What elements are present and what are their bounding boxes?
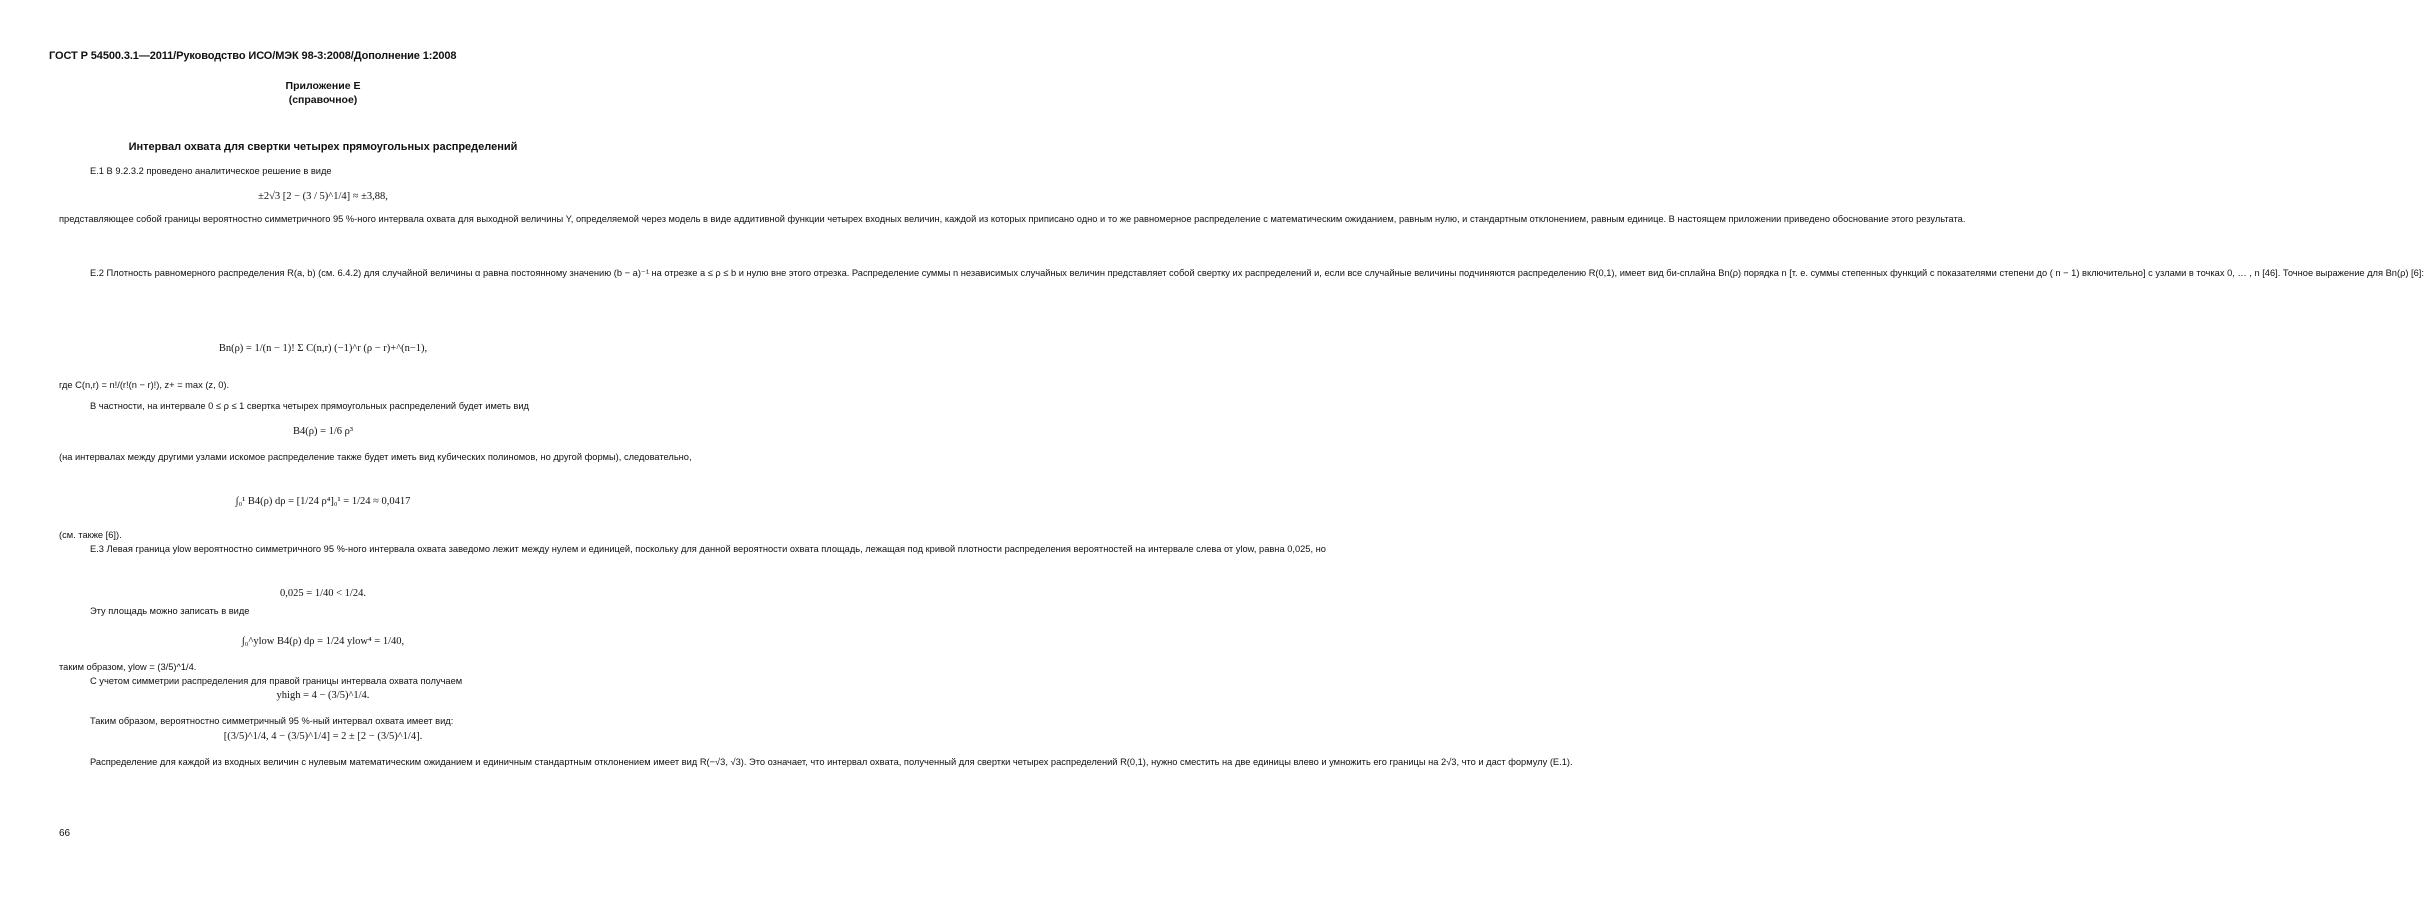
equation-b4: B4(ρ) = 1/6 ρ³ <box>292 426 354 437</box>
equation-yhigh: yhigh = 4 − (3/5)^1/4. <box>276 690 370 701</box>
paragraph-symmetry: С учетом симметрии распределения для правой границы интервала охвата получаем <box>90 676 463 686</box>
paragraph-area: Эту площадь можно записать в виде <box>90 606 250 616</box>
paragraph-e3: Е.3 Левая граница ylow вероятностно симметричного 95 %-ного интервала охвата заведомо лежит между нулем и единицей, поскольку для данной вероятности охвата площадь, лежащая под кривой плотности распределения вероятностей на интервале слева от ylow, равна 0,025, но <box>90 544 1326 554</box>
page-number: 66 <box>59 828 71 839</box>
paragraph-where: где C(n,r) = n!/(r!(n − r)!), z+ = max (z, 0). <box>59 380 230 390</box>
document-header: ГОСТ Р 54500.3.1—2011/Руководство ИСО/МЭК 98-3:2008/Дополнение 1:2008 <box>49 50 457 62</box>
equation-interval: [(3/5)^1/4, 4 − (3/5)^1/4] = 2 ± [2 − (3/5)^1/4]. <box>223 731 423 742</box>
equation-ylow-integral: ∫₀^ylow B4(ρ) dρ = 1/24 ylow⁴ = 1/40, <box>241 636 405 647</box>
appendix-title: Приложение Е <box>285 80 361 92</box>
section-title: Интервал охвата для свертки четырех прямоугольных распределений <box>128 141 518 153</box>
paragraph-see-also: (см. также [6]). <box>59 530 122 540</box>
paragraph-e1: Е.1 В 9.2.3.2 проведено аналитическое решение в виде <box>90 166 332 176</box>
equation-inequality: 0,025 = 1/40 < 1/24. <box>280 588 366 599</box>
equation-integral: ∫₀¹ B4(ρ) dρ = [1/24 ρ⁴]₀¹ = 1/24 ≈ 0,0417 <box>235 496 411 507</box>
paragraph-conclusion: Распределение для каждой из входных величин с нулевым математическим ожиданием и единичным стандартным отклонением имеет вид R(−√3, √3). Это означает, что интервал охвата, полученный для свертки четырех распределений R(0,1), нужно сместить на две единицы влево и умножить его границы на 2√3, что и даст формулу (Е.1). <box>90 757 1573 767</box>
equation-bspline: Bn(ρ) = 1/(n − 1)! Σ C(n,r) (−1)^r (ρ − r)+^(n−1), <box>218 343 428 354</box>
paragraph-e2: Е.2 Плотность равномерного распределения R(a, b) (см. 6.4.2) для случайной величины α равна постоянному значению (b − a)⁻¹ на отрезке a ≤ ρ ≤ b и нулю вне этого отрезка. Распределение суммы n независимых случайных величин представляет собой свертку их распределений и, если все случайные величины подчиняются распределению R(0,1), имеет вид би-сплайна Bn(ρ) порядка n [т. е. суммы степенных функций с показателями степени до ( n − 1) включительно] с узлами в точках 0, … , n [46]. Точное выражение для Bn(ρ) [6]: <box>90 268 2424 278</box>
equation-e1: ±2√3 [2 − (3 / 5)^1/4] ≈ ±3,88, <box>258 191 388 202</box>
paragraph-ylow: таким образом, ylow = (3/5)^1/4. <box>59 662 197 672</box>
paragraph-e1-explain: представляющее собой границы вероятностно симметричного 95 %-ного интервала охвата для выходной величины Y, определяемой через модель в виде аддитивной функции четырех входных величин, каждой из которых приписано одно и то же равномерное распределение с математическим ожиданием, равным нулю, и стандартным отклонением, равным единице. В настоящем приложении приведено обоснование этого результата. <box>59 214 1966 224</box>
paragraph-in-particular: В частности, на интервале 0 ≤ ρ ≤ 1 свертка четырех прямоугольных распределений будет иметь вид <box>90 401 529 411</box>
paragraph-other-intervals: (на интервалах между другими узлами искомое распределение также будет иметь вид кубических полиномов, но другой формы), следовательно, <box>59 452 692 462</box>
appendix-note: (справочное) <box>288 94 358 106</box>
paragraph-interval: Таким образом, вероятностно симметричный 95 %-ный интервал охвата имеет вид: <box>90 716 454 726</box>
